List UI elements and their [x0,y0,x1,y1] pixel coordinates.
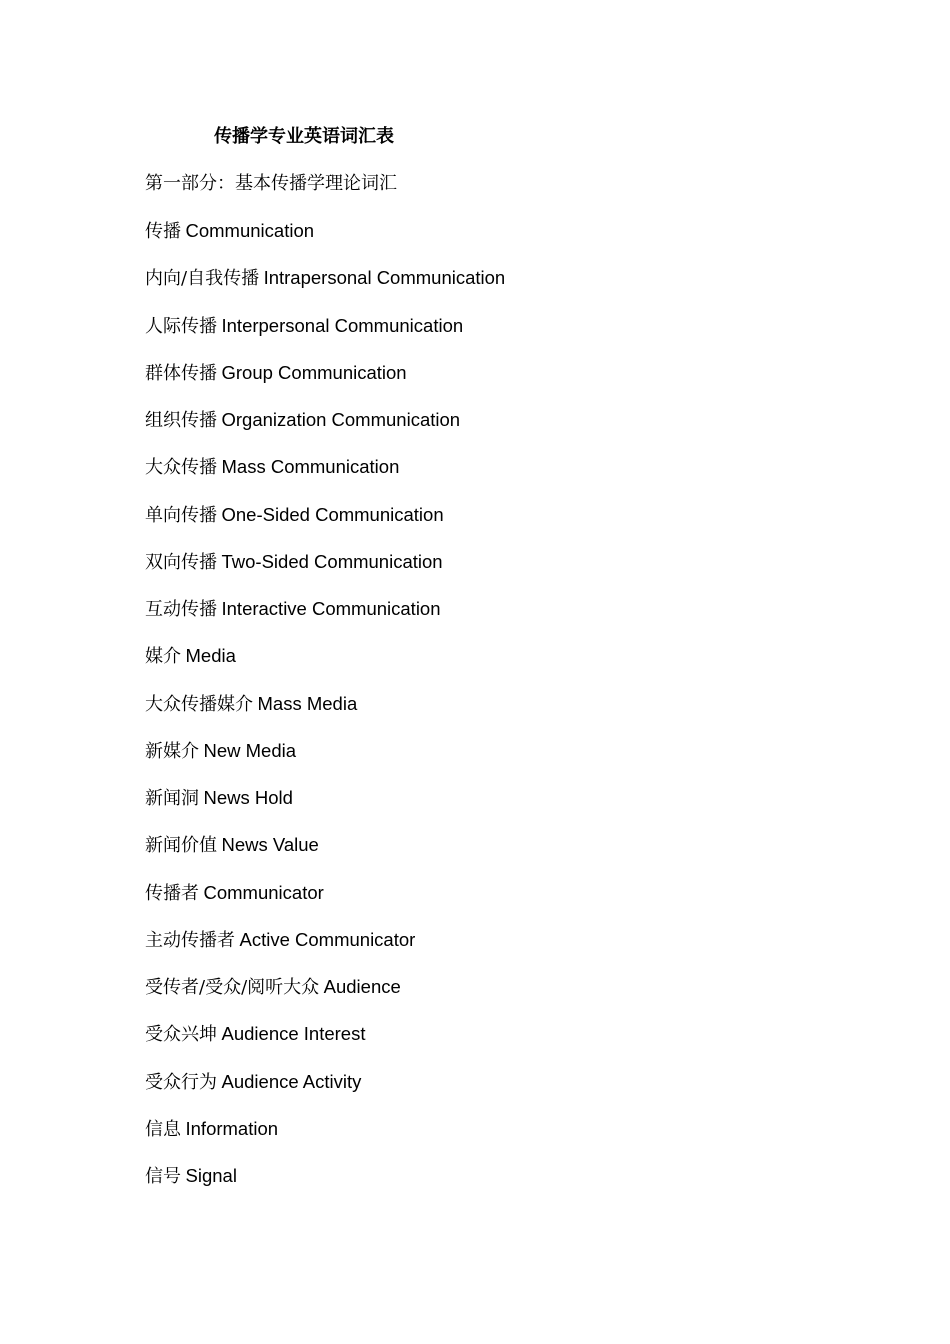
term-english: Audience [323,976,401,997]
term-chinese: 媒介 [145,646,181,668]
term-chinese: 单向传播 [145,504,217,526]
term-chinese: 新媒介 [145,740,199,762]
vocabulary-item [145,1069,505,1116]
vocabulary-item [145,1116,505,1163]
term-english: New Media [203,739,297,761]
vocabulary-item [145,218,505,265]
term-english: Audience Interest [221,1023,366,1045]
term-english: Interpersonal Communication [221,314,464,336]
term-chinese: 大众传播媒介 [145,693,253,715]
vocabulary-item [145,1163,505,1210]
term-english: Group Communication [221,361,407,383]
term-chinese: 大众传播 [145,457,217,479]
term-chinese: 受传者/受众/阅听大众 [145,977,320,998]
term-chinese: 新闻价值 [145,835,217,857]
term-english: News Hold [203,787,293,808]
vocabulary-item [145,832,505,879]
term-english: Communicator [203,881,324,903]
vocabulary-item [145,974,505,1021]
vocabulary-list [145,218,505,1210]
vocabulary-item [145,502,505,549]
vocabulary-item [145,313,505,360]
term-chinese: 受众行为 [145,1071,217,1093]
term-chinese: 群体传播 [145,362,217,384]
vocabulary-item [145,360,505,407]
term-english: Information [185,1117,279,1139]
term-english: Two-Sided Communication [221,550,443,572]
term-english: Audience Activity [221,1070,362,1092]
term-english: Media [185,645,236,667]
term-chinese: 互动传播 [145,599,217,620]
vocabulary-item [145,407,505,454]
term-english: Signal [185,1165,237,1186]
term-chinese: 组织传播 [145,410,217,431]
term-chinese: 传播者 [145,882,199,904]
term-english: One-Sided Communication [221,503,444,525]
term-chinese: 内向/自我传播 [145,268,260,290]
vocabulary-item [145,549,505,596]
term-chinese: 人际传播 [145,315,217,337]
term-english: Active Communicator [239,928,416,950]
term-chinese: 传播 [145,221,181,242]
vocabulary-item [145,927,505,974]
term-english: Communication [185,220,315,241]
vocabulary-item [145,738,505,785]
term-chinese: 新闻洞 [145,788,199,809]
term-chinese: 受众兴坤 [145,1024,217,1046]
term-english: News Value [221,834,319,856]
term-chinese: 信号 [145,1166,181,1187]
vocabulary-item [145,265,505,312]
vocabulary-item [145,596,505,643]
vocabulary-item [145,880,505,927]
vocabulary-item [145,643,505,690]
term-english: Interactive Communication [221,598,441,619]
term-english: Intrapersonal Communication [263,267,506,289]
vocabulary-item [145,691,505,738]
vocabulary-item [145,1021,505,1068]
term-english: Organization Communication [221,409,461,430]
vocabulary-item [145,785,505,832]
term-chinese: 信息 [145,1118,181,1140]
document-title: 传播学专业英语词汇表 [214,126,394,147]
vocabulary-item [145,454,505,501]
term-english: Mass Media [257,692,358,714]
term-chinese: 双向传播 [145,551,217,573]
section-heading: 第一部分：基本传播学理论词汇 [145,173,397,194]
term-chinese: 主动传播者 [145,929,235,951]
term-english: Mass Communication [221,456,400,478]
